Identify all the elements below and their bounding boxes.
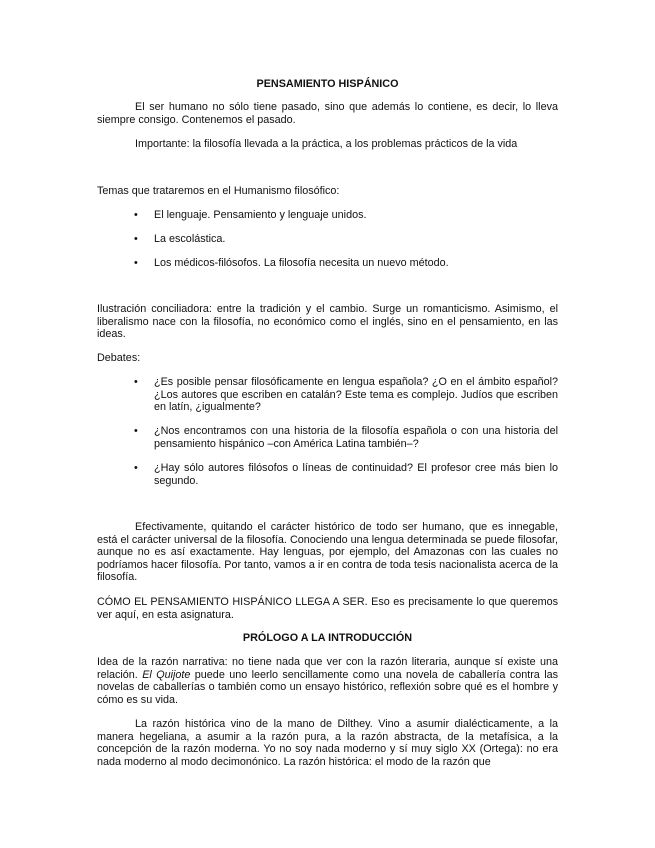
debate-text: ¿Es posible pensar filosóficamente en lengua española? ¿O en el ámbito español? ¿Los autores que escriben en catalán? Este tema es complejo. Judíos que escriben en latín, ¿igualmente? [154,376,558,414]
how-paragraph: CÓMO EL PENSAMIENTO HISPÁNICO LLEGA A SER. Eso es precisamente lo que queremos ver aquí, en esta asignatura. [97,596,558,621]
list-item [133,425,558,450]
effectively-paragraph: Efectivamente, quitando el carácter histórico de todo ser humano, que es innegable, está el carácter universal de la filosofía. Conociendo una lengua determinada se puede filosofar, aunque no es así exactamente. Hay lenguas, por ejemplo, del Amazonas con las cuales no podríamos hacer filosofía. Por tanto, vamos a ir en contra de toda tesis nacionalista acerca de la filosofía. [97,521,558,584]
intro-paragraph: El ser humano no sólo tiene pasado, sino que además lo contiene, es decir, lo lleva siempre consigo. Contenemos el pasado. [97,101,558,126]
important-note: Importante: la filosofía llevada a la práctica, a los problemas prácticos de la vida [135,138,518,150]
list-item [133,233,558,246]
bullet-icon: • [134,462,138,474]
list-item [133,257,558,270]
list-item [133,462,558,487]
narrative-paragraph [97,656,558,706]
narrative-text-part1: Idea de la razón narrativa: no tiene nada que ver con la razón literaria, aunque sí existe una relación. [97,656,558,681]
debates-heading: Debates: [97,352,141,364]
topic-text: El lenguaje. Pensamiento y lenguaje unidos. [154,209,367,221]
list-item [133,209,558,222]
topic-text: La escolástica. [154,233,226,245]
document-title: PENSAMIENTO HISPÁNICO [256,78,399,90]
bullet-icon: • [134,376,138,388]
topics-heading: Temas que trataremos en el Humanismo filosófico: [97,185,340,197]
quijote-title: El Quijote [142,668,191,681]
illustration-paragraph: Ilustración conciliadora: entre la tradición y el cambio. Surge un romanticismo. Asimismo, el liberalismo nace con la filosofía, no económico como el inglés, sino en el pensamiento, en las ideas. [97,303,558,341]
bullet-icon: • [134,425,138,437]
bullet-icon: • [134,257,138,269]
historical-reason-paragraph: La razón histórica vino de la mano de Dilthey. Vino a asumir dialécticamente, a la manera hegeliana, a asumir a la razón pura, a la razón abstracta, de la metafísica, a la concepción de la razón moderna. Yo no soy nada moderno y sí muy siglo XX (Ortega): no era nada moderno al modo decimonónico. La razón histórica: el modo de la razón que [97,718,558,768]
topic-text: Los médicos-filósofos. La filosofía necesita un nuevo método. [154,257,449,269]
bullet-icon: • [134,209,138,221]
debate-text: ¿Hay sólo autores filósofos o líneas de continuidad? El profesor cree más bien lo segundo. [154,462,558,487]
prologue-title: PRÓLOGO A LA INTRODUCCIÓN [242,632,413,644]
narrative-text-part2: puede uno leerlo sencillamente como una novela de caballería contra las novelas de caballerías o también como un ensayo histórico, reflexión sobre qué es el hombre y cómo es su vida. [97,668,559,706]
bullet-icon: • [134,233,138,245]
list-item [133,376,558,414]
debate-text: ¿Nos encontramos con una historia de la filosofía española o con una historia del pensamiento hispánico –con América Latina también–? [154,425,558,450]
